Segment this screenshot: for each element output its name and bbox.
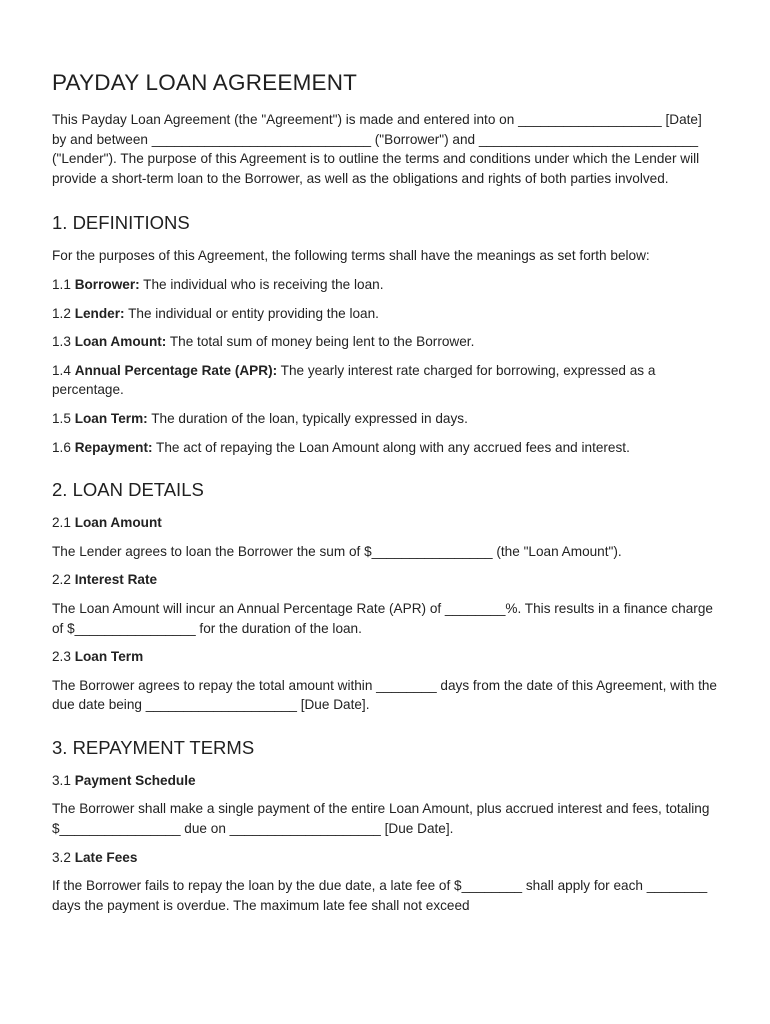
definition-term: Loan Term: <box>74 410 148 426</box>
definition-text: The total sum of money being lent to the Borrower. <box>166 334 475 350</box>
definition-item <box>52 409 718 429</box>
subsection-heading <box>52 647 718 667</box>
definition-number: 1.2 <box>52 305 75 321</box>
definition-text: The yearly interest rate charged for borrowing, expressed as a percentage. <box>52 362 656 398</box>
subsection-number: 3.2 <box>52 849 75 865</box>
subsection-text: The Borrower agrees to repay the total amount within ________ days from the date of this Agreement, with the due date being ____________________ [Due Date]. <box>52 677 717 713</box>
definition-text: The individual who is receiving the loan. <box>139 276 384 292</box>
definition-number: 1.1 <box>52 276 75 292</box>
subsection-heading <box>52 570 718 590</box>
section-heading-definitions: 1. DEFINITIONS <box>52 212 190 234</box>
definition-term: Annual Percentage Rate (APR): <box>74 362 278 378</box>
subsection-text: The Borrower shall make a single payment of the entire Loan Amount, plus accrued interest and fees, totaling $________________ due on ____________________ [Due Date]. <box>52 801 710 837</box>
subsection-number: 2.2 <box>52 572 75 588</box>
definition-item <box>52 304 718 324</box>
subsection-title: Loan Term <box>74 649 144 665</box>
document-title: PAYDAY LOAN AGREEMENT <box>52 70 358 95</box>
subsection-title: Interest Rate <box>74 572 158 588</box>
definition-item <box>52 332 718 352</box>
subsection-number: 3.1 <box>52 772 75 788</box>
definition-item <box>52 275 718 295</box>
definition-term: Loan Amount: <box>74 334 167 350</box>
intro-paragraph: This Payday Loan Agreement (the "Agreement") is made and entered into on ___________________ [Date] by and between _____________________________ ("Borrower") and _____________________________ ("Lender"). The purpose of this Agreement is to outline the terms and conditions under which the Lender will provide a short-term loan to the Borrower, as well as the obligations and rights of both parties involved. <box>52 112 702 186</box>
definition-number: 1.3 <box>52 334 75 350</box>
definition-number: 1.6 <box>52 439 75 455</box>
subsection-title: Loan Amount <box>74 515 162 531</box>
subsection-heading <box>52 771 718 791</box>
subsection-heading <box>52 848 718 868</box>
subsection-number: 2.1 <box>52 515 75 531</box>
definition-term: Lender: <box>74 305 125 321</box>
definition-item <box>52 438 718 458</box>
subsection-text: The Loan Amount will incur an Annual Percentage Rate (APR) of ________%. This results in a finance charge of $________________ for the duration of the loan. <box>52 600 713 636</box>
subsection-title: Late Fees <box>74 849 138 865</box>
definitions-lead: For the purposes of this Agreement, the following terms shall have the meanings as set forth below: <box>52 248 650 264</box>
definition-term: Borrower: <box>74 276 140 292</box>
subsection-title: Payment Schedule <box>74 772 196 788</box>
definition-number: 1.5 <box>52 410 75 426</box>
definition-term: Repayment: <box>74 439 153 455</box>
definition-text: The duration of the loan, typically expressed in days. <box>147 410 468 426</box>
definition-text: The act of repaying the Loan Amount along with any accrued fees and interest. <box>152 439 630 455</box>
definition-item <box>52 361 718 400</box>
subsection-number: 2.3 <box>52 649 75 665</box>
section-heading-loan-details: 2. LOAN DETAILS <box>52 479 204 501</box>
definition-text: The individual or entity providing the loan. <box>124 305 379 321</box>
subsection-text: If the Borrower fails to repay the loan by the due date, a late fee of $________ shall apply for each ________ days the payment is overdue. The maximum late fee shall not exceed <box>52 878 708 913</box>
subsection-text: The Lender agrees to loan the Borrower the sum of $________________ (the "Loan Amount"). <box>52 543 622 559</box>
definition-number: 1.4 <box>52 362 75 378</box>
subsection-heading <box>52 513 718 533</box>
section-heading-repayment-terms: 3. REPAYMENT TERMS <box>52 736 255 758</box>
